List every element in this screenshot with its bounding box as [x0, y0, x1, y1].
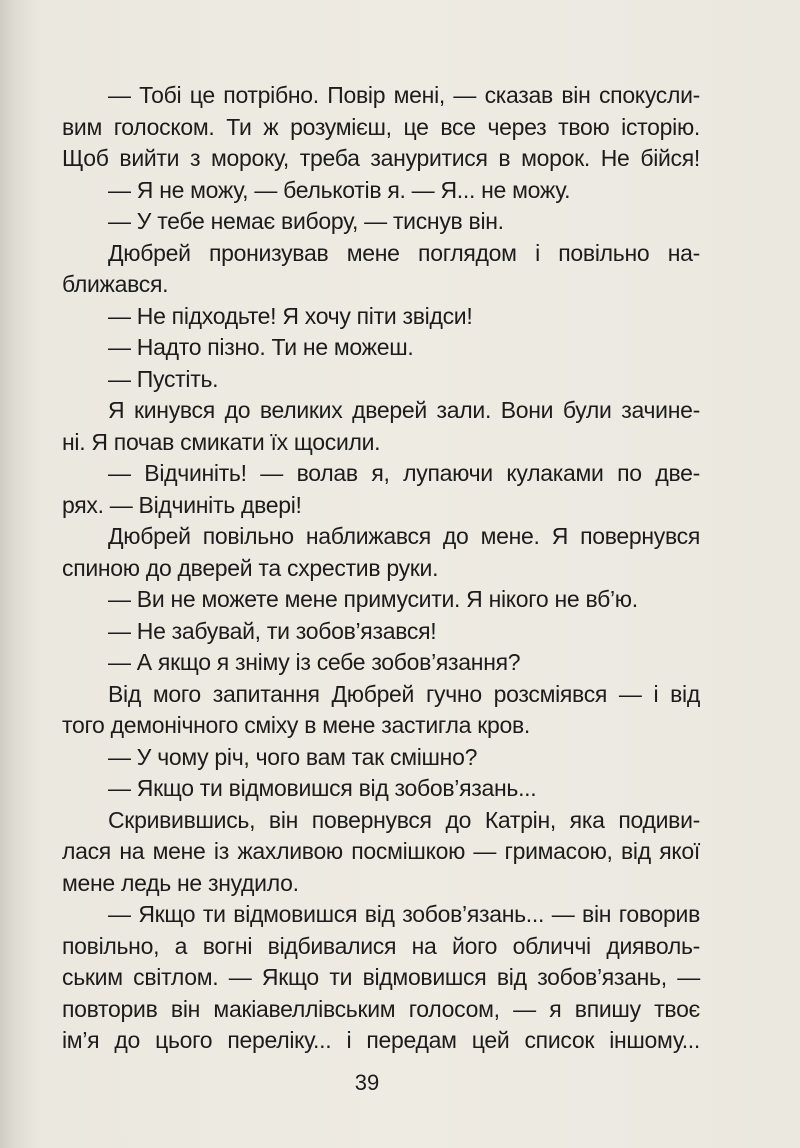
text-line: ським світлом. — Якщо ти відмовишся від зобов’язань, — — [62, 964, 700, 990]
text-line: Від мого запитання Дюбрей гучно розсміявся — і від — [108, 680, 700, 707]
text-line: повторив він макіавеллівським голосом, — я впишу твоє — [62, 995, 700, 1022]
text-line: — Якщо ти відмовишся від зобов’язань... — [108, 775, 537, 801]
text-line: Дюбрей пронизував мене поглядом і повільно на- — [108, 239, 700, 266]
text-line: — Я не можу, — белькотів я. — Я... не можу. — [108, 176, 571, 203]
text-line: — У тебе немає вибору, — тиснув він. — [108, 208, 504, 234]
text-line: ні. Я почав смикати їх щосили. — [62, 428, 381, 455]
text-line: — Пустіть. — [108, 365, 219, 392]
text-line: Дюбрей повільно наближався до мене. Я повернувся — [108, 523, 700, 549]
text-line: Скривившись, він повернувся до Катрін, яка подиви- — [108, 806, 700, 833]
text-line: — У чому річ, чого вам так смішно? — [108, 743, 478, 770]
text-line: — Не підходьте! Я хочу піти звідси! — [108, 302, 473, 329]
text-line: — Надто пізно. Ти не можеш. — [108, 334, 414, 360]
text-line: — Тобі це потрібно. Повір мені, — сказав він спокусли- — [108, 82, 700, 108]
text-line: — Не забувай, ти зобов’язався! — [108, 617, 437, 644]
text-line: — Якщо ти відмовишся від зобов’язань... — він говорив — [108, 901, 700, 927]
text-line: Щоб вийти з мороку, треба зануритися в морок. Не бійся! — [62, 145, 700, 171]
text-line: — Відчиніть! — волав я, лупаючи кулаками по две- — [108, 460, 700, 486]
page-body-text — [62, 80, 700, 1057]
text-line: ближався. — [62, 271, 169, 297]
text-line: рях. — Відчиніть двері! — [62, 491, 302, 518]
text-line: — А якщо я зніму із себе зобов’язання? — [108, 649, 521, 675]
text-line: мене ледь не знудило. — [62, 869, 299, 896]
text-line: Я кинувся до великих дверей зали. Вони були зачине- — [108, 397, 700, 423]
text-line: — Ви не можете мене примусити. Я нікого не вб’ю. — [108, 586, 638, 612]
text-line: того демонічного сміху в мене застигла кров. — [62, 712, 530, 738]
text-line: лася на мене із жахливою посмішкою — гримасою, від якої — [62, 838, 700, 864]
text-line: ім’я до цього переліку... і передам цей список іншому... — [62, 1027, 700, 1053]
text-line: вим голоском. Ти ж розумієш, це все через твою історію. — [62, 113, 700, 140]
text-line: спиною до дверей та схрестив руки. — [62, 554, 439, 581]
text-line: повільно, а вогні відбивалися на його обличчі дияволь- — [62, 932, 700, 959]
page-number: 39 — [354, 1070, 380, 1095]
